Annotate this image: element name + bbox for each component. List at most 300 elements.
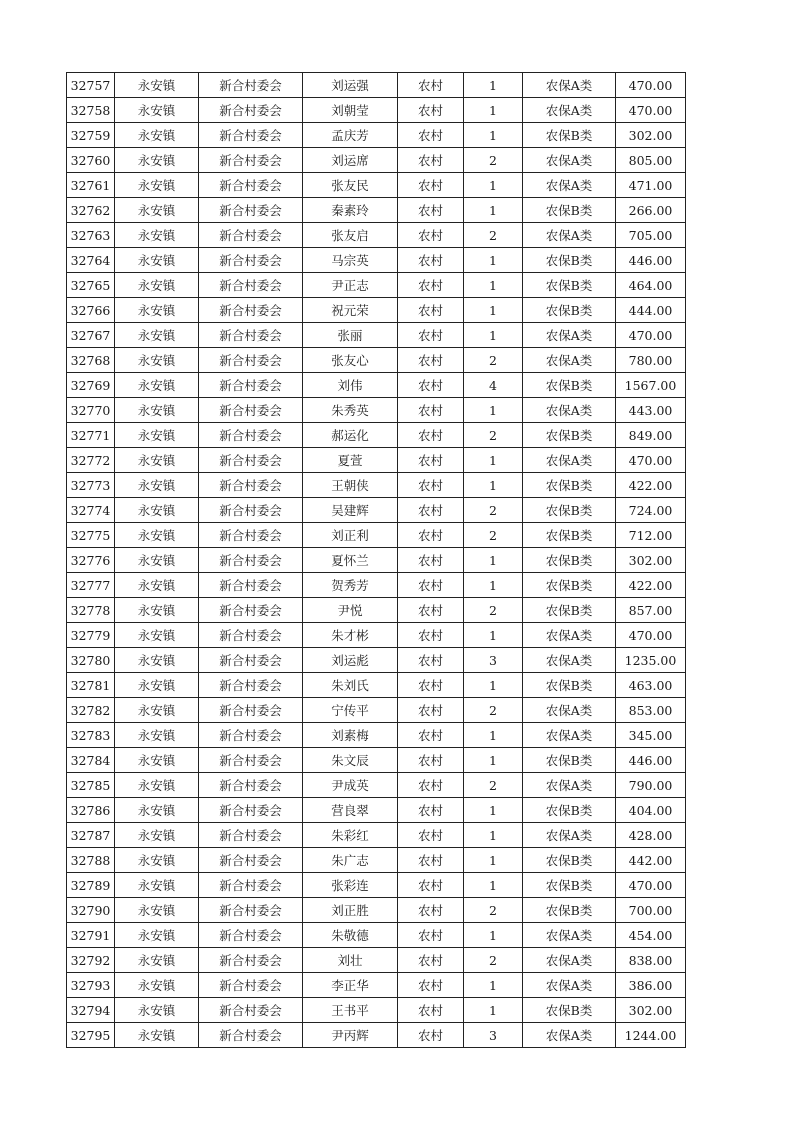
- amount-cell: 724.00: [616, 498, 686, 523]
- record-id-cell: 32795: [67, 1023, 115, 1048]
- amount-cell: 464.00: [616, 273, 686, 298]
- person-name-cell: 朱刘氏: [303, 673, 398, 698]
- amount-cell: 404.00: [616, 798, 686, 823]
- table-row: [67, 298, 686, 323]
- record-id-cell: 32760: [67, 148, 115, 173]
- member-count-cell: 1: [464, 673, 523, 698]
- table-row: [67, 448, 686, 473]
- insurance-category-cell: 农保B类: [523, 248, 616, 273]
- insurance-category-cell: 农保A类: [523, 1023, 616, 1048]
- township-cell: 永安镇: [115, 973, 199, 998]
- insurance-category-cell: 农保B类: [523, 273, 616, 298]
- table-row: [67, 98, 686, 123]
- insurance-category-cell: 农保A类: [523, 623, 616, 648]
- record-id-cell: 32758: [67, 98, 115, 123]
- insurance-category-cell: 农保B类: [523, 798, 616, 823]
- household-type-cell: 农村: [398, 798, 464, 823]
- record-id-cell: 32773: [67, 473, 115, 498]
- table-row: [67, 848, 686, 873]
- record-id-cell: 32781: [67, 673, 115, 698]
- amount-cell: 422.00: [616, 573, 686, 598]
- table-row: [67, 273, 686, 298]
- household-type-cell: 农村: [398, 1023, 464, 1048]
- record-id-cell: 32784: [67, 748, 115, 773]
- household-type-cell: 农村: [398, 73, 464, 98]
- table-row: [67, 423, 686, 448]
- person-name-cell: 张丽: [303, 323, 398, 348]
- township-cell: 永安镇: [115, 198, 199, 223]
- village-committee-cell: 新合村委会: [199, 923, 303, 948]
- amount-cell: 302.00: [616, 123, 686, 148]
- household-type-cell: 农村: [398, 423, 464, 448]
- township-cell: 永安镇: [115, 423, 199, 448]
- table-row: [67, 973, 686, 998]
- household-type-cell: 农村: [398, 398, 464, 423]
- person-name-cell: 祝元荣: [303, 298, 398, 323]
- township-cell: 永安镇: [115, 73, 199, 98]
- insurance-category-cell: 农保B类: [523, 298, 616, 323]
- person-name-cell: 张友启: [303, 223, 398, 248]
- table-row: [67, 773, 686, 798]
- amount-cell: 1567.00: [616, 373, 686, 398]
- household-type-cell: 农村: [398, 248, 464, 273]
- township-cell: 永安镇: [115, 848, 199, 873]
- township-cell: 永安镇: [115, 948, 199, 973]
- amount-cell: 442.00: [616, 848, 686, 873]
- person-name-cell: 尹正志: [303, 273, 398, 298]
- insurance-category-cell: 农保A类: [523, 823, 616, 848]
- insurance-category-cell: 农保B类: [523, 473, 616, 498]
- household-type-cell: 农村: [398, 998, 464, 1023]
- table-row: [67, 248, 686, 273]
- member-count-cell: 1: [464, 548, 523, 573]
- table-row: [67, 173, 686, 198]
- insurance-category-cell: 农保B类: [523, 673, 616, 698]
- insurance-category-cell: 农保A类: [523, 348, 616, 373]
- member-count-cell: 1: [464, 273, 523, 298]
- person-name-cell: 郝运化: [303, 423, 398, 448]
- household-type-cell: 农村: [398, 923, 464, 948]
- insurance-category-cell: 农保A类: [523, 948, 616, 973]
- village-committee-cell: 新合村委会: [199, 998, 303, 1023]
- amount-cell: 838.00: [616, 948, 686, 973]
- record-id-cell: 32794: [67, 998, 115, 1023]
- table-row: [67, 998, 686, 1023]
- person-name-cell: 尹丙辉: [303, 1023, 398, 1048]
- table-row: [67, 673, 686, 698]
- table-row: [67, 198, 686, 223]
- household-type-cell: 农村: [398, 123, 464, 148]
- record-id-cell: 32791: [67, 923, 115, 948]
- person-name-cell: 张友民: [303, 173, 398, 198]
- person-name-cell: 朱秀英: [303, 398, 398, 423]
- record-id-cell: 32768: [67, 348, 115, 373]
- table-row: [67, 823, 686, 848]
- record-id-cell: 32771: [67, 423, 115, 448]
- township-cell: 永安镇: [115, 773, 199, 798]
- table-row: [67, 648, 686, 673]
- member-count-cell: 1: [464, 823, 523, 848]
- township-cell: 永安镇: [115, 348, 199, 373]
- village-committee-cell: 新合村委会: [199, 973, 303, 998]
- person-name-cell: 孟庆芳: [303, 123, 398, 148]
- member-count-cell: 1: [464, 923, 523, 948]
- amount-cell: 302.00: [616, 998, 686, 1023]
- table-row: [67, 698, 686, 723]
- household-type-cell: 农村: [398, 698, 464, 723]
- insurance-category-cell: 农保B类: [523, 573, 616, 598]
- person-name-cell: 朱文辰: [303, 748, 398, 773]
- member-count-cell: 2: [464, 223, 523, 248]
- amount-cell: 780.00: [616, 348, 686, 373]
- person-name-cell: 刘伟: [303, 373, 398, 398]
- amount-cell: 454.00: [616, 923, 686, 948]
- township-cell: 永安镇: [115, 698, 199, 723]
- table-row: [67, 473, 686, 498]
- record-id-cell: 32788: [67, 848, 115, 873]
- record-id-cell: 32764: [67, 248, 115, 273]
- village-committee-cell: 新合村委会: [199, 523, 303, 548]
- member-count-cell: 1: [464, 848, 523, 873]
- township-cell: 永安镇: [115, 823, 199, 848]
- household-type-cell: 农村: [398, 298, 464, 323]
- household-type-cell: 农村: [398, 823, 464, 848]
- member-count-cell: 4: [464, 373, 523, 398]
- township-cell: 永安镇: [115, 998, 199, 1023]
- person-name-cell: 朱彩红: [303, 823, 398, 848]
- insurance-category-cell: 农保A类: [523, 648, 616, 673]
- township-cell: 永安镇: [115, 523, 199, 548]
- township-cell: 永安镇: [115, 173, 199, 198]
- roster-table: [66, 72, 686, 1048]
- member-count-cell: 2: [464, 348, 523, 373]
- village-committee-cell: 新合村委会: [199, 273, 303, 298]
- village-committee-cell: 新合村委会: [199, 773, 303, 798]
- township-cell: 永安镇: [115, 273, 199, 298]
- member-count-cell: 1: [464, 123, 523, 148]
- amount-cell: 700.00: [616, 898, 686, 923]
- township-cell: 永安镇: [115, 648, 199, 673]
- person-name-cell: 张友心: [303, 348, 398, 373]
- insurance-category-cell: 农保B类: [523, 848, 616, 873]
- household-type-cell: 农村: [398, 673, 464, 698]
- person-name-cell: 王书平: [303, 998, 398, 1023]
- amount-cell: 1244.00: [616, 1023, 686, 1048]
- township-cell: 永安镇: [115, 923, 199, 948]
- township-cell: 永安镇: [115, 898, 199, 923]
- member-count-cell: 1: [464, 473, 523, 498]
- amount-cell: 470.00: [616, 448, 686, 473]
- table-row: [67, 123, 686, 148]
- member-count-cell: 1: [464, 723, 523, 748]
- record-id-cell: 32769: [67, 373, 115, 398]
- household-type-cell: 农村: [398, 898, 464, 923]
- table-row: [67, 498, 686, 523]
- amount-cell: 853.00: [616, 698, 686, 723]
- insurance-category-cell: 农保A类: [523, 398, 616, 423]
- household-type-cell: 农村: [398, 148, 464, 173]
- village-committee-cell: 新合村委会: [199, 423, 303, 448]
- record-id-cell: 32761: [67, 173, 115, 198]
- person-name-cell: 尹悦: [303, 598, 398, 623]
- member-count-cell: 1: [464, 298, 523, 323]
- household-type-cell: 农村: [398, 873, 464, 898]
- table-row: [67, 348, 686, 373]
- person-name-cell: 刘素梅: [303, 723, 398, 748]
- person-name-cell: 刘正胜: [303, 898, 398, 923]
- township-cell: 永安镇: [115, 573, 199, 598]
- insurance-category-cell: 农保B类: [523, 548, 616, 573]
- household-type-cell: 农村: [398, 948, 464, 973]
- village-committee-cell: 新合村委会: [199, 748, 303, 773]
- insurance-category-cell: 农保A类: [523, 98, 616, 123]
- person-name-cell: 秦素玲: [303, 198, 398, 223]
- village-committee-cell: 新合村委会: [199, 373, 303, 398]
- person-name-cell: 吴建辉: [303, 498, 398, 523]
- amount-cell: 302.00: [616, 548, 686, 573]
- person-name-cell: 夏萱: [303, 448, 398, 473]
- village-committee-cell: 新合村委会: [199, 298, 303, 323]
- insurance-category-cell: 农保B类: [523, 998, 616, 1023]
- township-cell: 永安镇: [115, 298, 199, 323]
- record-id-cell: 32772: [67, 448, 115, 473]
- township-cell: 永安镇: [115, 498, 199, 523]
- record-id-cell: 32786: [67, 798, 115, 823]
- person-name-cell: 刘运彪: [303, 648, 398, 673]
- insurance-category-cell: 农保A类: [523, 173, 616, 198]
- member-count-cell: 1: [464, 448, 523, 473]
- insurance-category-cell: 农保A类: [523, 148, 616, 173]
- township-cell: 永安镇: [115, 473, 199, 498]
- member-count-cell: 2: [464, 598, 523, 623]
- township-cell: 永安镇: [115, 323, 199, 348]
- person-name-cell: 营良翠: [303, 798, 398, 823]
- insurance-category-cell: 农保B类: [523, 123, 616, 148]
- household-type-cell: 农村: [398, 373, 464, 398]
- village-committee-cell: 新合村委会: [199, 123, 303, 148]
- member-count-cell: 1: [464, 398, 523, 423]
- record-id-cell: 32762: [67, 198, 115, 223]
- member-count-cell: 1: [464, 798, 523, 823]
- township-cell: 永安镇: [115, 448, 199, 473]
- amount-cell: 428.00: [616, 823, 686, 848]
- amount-cell: 849.00: [616, 423, 686, 448]
- member-count-cell: 2: [464, 948, 523, 973]
- insurance-category-cell: 农保A类: [523, 448, 616, 473]
- household-type-cell: 农村: [398, 273, 464, 298]
- village-committee-cell: 新合村委会: [199, 873, 303, 898]
- township-cell: 永安镇: [115, 123, 199, 148]
- member-count-cell: 2: [464, 498, 523, 523]
- amount-cell: 463.00: [616, 673, 686, 698]
- person-name-cell: 贺秀芳: [303, 573, 398, 598]
- member-count-cell: 1: [464, 248, 523, 273]
- household-type-cell: 农村: [398, 848, 464, 873]
- table-row: [67, 873, 686, 898]
- member-count-cell: 3: [464, 648, 523, 673]
- record-id-cell: 32778: [67, 598, 115, 623]
- insurance-category-cell: 农保A类: [523, 723, 616, 748]
- member-count-cell: 2: [464, 773, 523, 798]
- amount-cell: 470.00: [616, 73, 686, 98]
- insurance-category-cell: 农保A类: [523, 73, 616, 98]
- amount-cell: 266.00: [616, 198, 686, 223]
- amount-cell: 790.00: [616, 773, 686, 798]
- household-type-cell: 农村: [398, 98, 464, 123]
- table-row: [67, 923, 686, 948]
- member-count-cell: 1: [464, 173, 523, 198]
- village-committee-cell: 新合村委会: [199, 223, 303, 248]
- village-committee-cell: 新合村委会: [199, 673, 303, 698]
- member-count-cell: 1: [464, 73, 523, 98]
- record-id-cell: 32780: [67, 648, 115, 673]
- record-id-cell: 32759: [67, 123, 115, 148]
- person-name-cell: 刘正利: [303, 523, 398, 548]
- village-committee-cell: 新合村委会: [199, 598, 303, 623]
- record-id-cell: 32765: [67, 273, 115, 298]
- village-committee-cell: 新合村委会: [199, 173, 303, 198]
- table-row: [67, 548, 686, 573]
- household-type-cell: 农村: [398, 348, 464, 373]
- record-id-cell: 32793: [67, 973, 115, 998]
- amount-cell: 443.00: [616, 398, 686, 423]
- person-name-cell: 刘朝莹: [303, 98, 398, 123]
- table-row: [67, 798, 686, 823]
- member-count-cell: 1: [464, 323, 523, 348]
- table-row: [67, 323, 686, 348]
- insurance-category-cell: 农保A类: [523, 323, 616, 348]
- household-type-cell: 农村: [398, 473, 464, 498]
- amount-cell: 470.00: [616, 873, 686, 898]
- record-id-cell: 32792: [67, 948, 115, 973]
- person-name-cell: 李正华: [303, 973, 398, 998]
- person-name-cell: 刘运强: [303, 73, 398, 98]
- insurance-category-cell: 农保B类: [523, 873, 616, 898]
- member-count-cell: 2: [464, 148, 523, 173]
- village-committee-cell: 新合村委会: [199, 548, 303, 573]
- amount-cell: 446.00: [616, 248, 686, 273]
- township-cell: 永安镇: [115, 248, 199, 273]
- village-committee-cell: 新合村委会: [199, 448, 303, 473]
- table-row: [67, 223, 686, 248]
- record-id-cell: 32763: [67, 223, 115, 248]
- insurance-category-cell: 农保A类: [523, 223, 616, 248]
- record-id-cell: 32776: [67, 548, 115, 573]
- record-id-cell: 32767: [67, 323, 115, 348]
- village-committee-cell: 新合村委会: [199, 323, 303, 348]
- village-committee-cell: 新合村委会: [199, 848, 303, 873]
- insurance-category-cell: 农保B类: [523, 523, 616, 548]
- person-name-cell: 朱广志: [303, 848, 398, 873]
- member-count-cell: 1: [464, 623, 523, 648]
- table-row: [67, 948, 686, 973]
- amount-cell: 470.00: [616, 623, 686, 648]
- table-row: [67, 573, 686, 598]
- village-committee-cell: 新合村委会: [199, 248, 303, 273]
- insurance-category-cell: 农保A类: [523, 973, 616, 998]
- township-cell: 永安镇: [115, 548, 199, 573]
- household-type-cell: 农村: [398, 173, 464, 198]
- amount-cell: 471.00: [616, 173, 686, 198]
- member-count-cell: 1: [464, 973, 523, 998]
- insurance-category-cell: 农保B类: [523, 598, 616, 623]
- village-committee-cell: 新合村委会: [199, 798, 303, 823]
- table-row: [67, 148, 686, 173]
- member-count-cell: 1: [464, 98, 523, 123]
- table-row: [67, 748, 686, 773]
- village-committee-cell: 新合村委会: [199, 148, 303, 173]
- household-type-cell: 农村: [398, 723, 464, 748]
- record-id-cell: 32777: [67, 573, 115, 598]
- insurance-category-cell: 农保B类: [523, 498, 616, 523]
- household-type-cell: 农村: [398, 523, 464, 548]
- record-id-cell: 32775: [67, 523, 115, 548]
- insurance-category-cell: 农保B类: [523, 373, 616, 398]
- roster-body: [67, 73, 686, 1048]
- amount-cell: 705.00: [616, 223, 686, 248]
- township-cell: 永安镇: [115, 873, 199, 898]
- amount-cell: 422.00: [616, 473, 686, 498]
- table-row: [67, 73, 686, 98]
- household-type-cell: 农村: [398, 198, 464, 223]
- amount-cell: 470.00: [616, 323, 686, 348]
- household-type-cell: 农村: [398, 498, 464, 523]
- person-name-cell: 朱才彬: [303, 623, 398, 648]
- village-committee-cell: 新合村委会: [199, 948, 303, 973]
- insurance-category-cell: 农保B类: [523, 198, 616, 223]
- village-committee-cell: 新合村委会: [199, 648, 303, 673]
- member-count-cell: 3: [464, 1023, 523, 1048]
- village-committee-cell: 新合村委会: [199, 73, 303, 98]
- member-count-cell: 2: [464, 898, 523, 923]
- amount-cell: 712.00: [616, 523, 686, 548]
- village-committee-cell: 新合村委会: [199, 398, 303, 423]
- township-cell: 永安镇: [115, 373, 199, 398]
- insurance-category-cell: 农保B类: [523, 898, 616, 923]
- village-committee-cell: 新合村委会: [199, 473, 303, 498]
- record-id-cell: 32785: [67, 773, 115, 798]
- household-type-cell: 农村: [398, 448, 464, 473]
- amount-cell: 857.00: [616, 598, 686, 623]
- person-name-cell: 刘壮: [303, 948, 398, 973]
- amount-cell: 1235.00: [616, 648, 686, 673]
- person-name-cell: 尹成英: [303, 773, 398, 798]
- member-count-cell: 1: [464, 748, 523, 773]
- village-committee-cell: 新合村委会: [199, 623, 303, 648]
- amount-cell: 470.00: [616, 98, 686, 123]
- insurance-category-cell: 农保A类: [523, 923, 616, 948]
- township-cell: 永安镇: [115, 148, 199, 173]
- township-cell: 永安镇: [115, 798, 199, 823]
- member-count-cell: 2: [464, 423, 523, 448]
- village-committee-cell: 新合村委会: [199, 1023, 303, 1048]
- village-committee-cell: 新合村委会: [199, 573, 303, 598]
- amount-cell: 805.00: [616, 148, 686, 173]
- record-id-cell: 32757: [67, 73, 115, 98]
- township-cell: 永安镇: [115, 748, 199, 773]
- record-id-cell: 32787: [67, 823, 115, 848]
- village-committee-cell: 新合村委会: [199, 98, 303, 123]
- record-id-cell: 32789: [67, 873, 115, 898]
- household-type-cell: 农村: [398, 548, 464, 573]
- township-cell: 永安镇: [115, 1023, 199, 1048]
- record-id-cell: 32774: [67, 498, 115, 523]
- person-name-cell: 夏怀兰: [303, 548, 398, 573]
- record-id-cell: 32782: [67, 698, 115, 723]
- household-type-cell: 农村: [398, 223, 464, 248]
- amount-cell: 444.00: [616, 298, 686, 323]
- village-committee-cell: 新合村委会: [199, 198, 303, 223]
